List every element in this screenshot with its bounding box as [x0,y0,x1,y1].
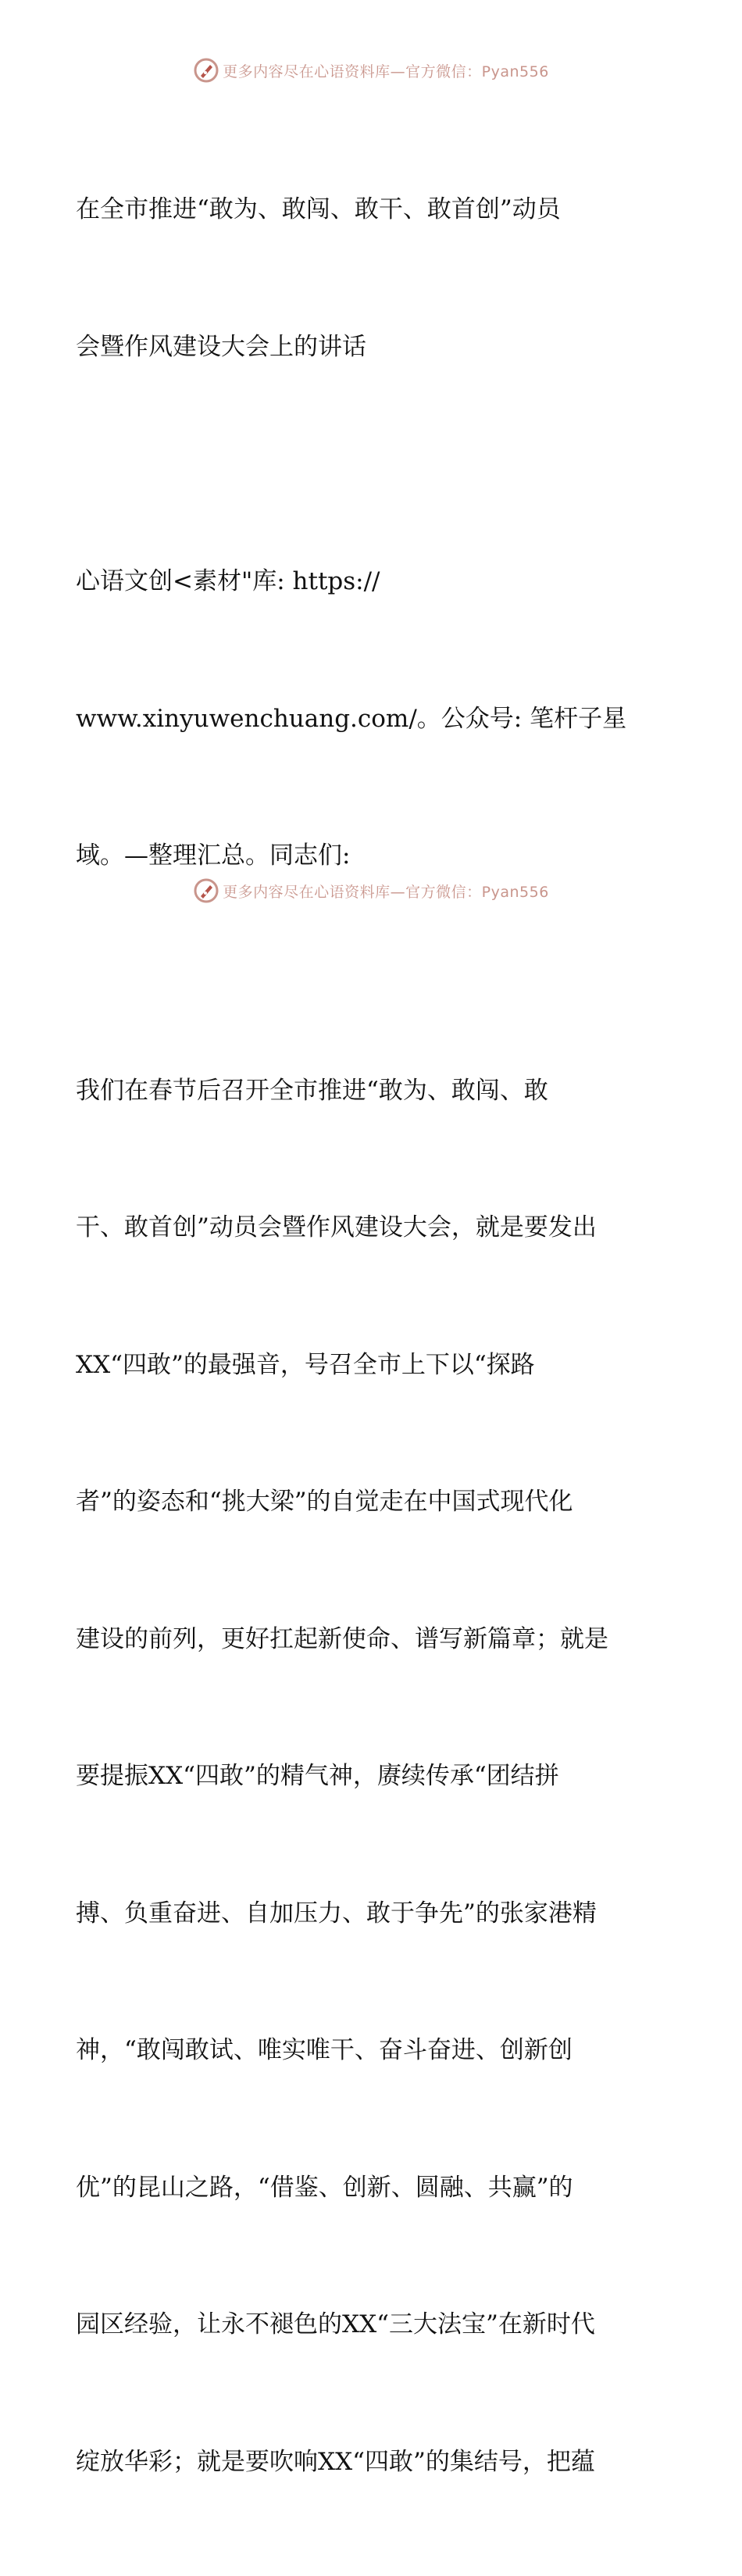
header-watermark [0,55,742,86]
body-line: XX“四敢”的最强音，号召全市上下以“探路 [76,1342,669,1388]
body-line: 园区经验，让永不褪色的XX“三大法宝”在新时代 [76,2302,669,2348]
source-line: www.xinyuwenchuang.com/。公众号: 笔杆子星 [76,696,669,742]
body-paragraph [76,977,669,2576]
title-line: 在全市推进“敢为、敢闯、敢干、敢首创”动员 [76,187,669,233]
body-line: 绽放华彩；就是要吹响XX“四敢”的集结号，把蕴 [76,2439,669,2485]
body-line: 优”的昆山之路，“借鉴、创新、圆融、共赢”的 [76,2165,669,2211]
footer-watermark [0,875,742,906]
body-line: 干、敢首创”动员会暨作风建设大会，就是要发出 [76,1205,669,1251]
document-body [76,95,669,2576]
body-line: 建设的前列，更好扛起新使命、谱写新篇章；就是 [76,1617,669,1663]
source-line: 心语文创<素材"库: https:// [76,559,669,605]
watermark-text: 更多内容尽在心语资料库—官方微信：Pyan556 [223,881,549,902]
body-line: 神，“敢闯敢试、唯实唯干、奋斗奋进、创新创 [76,2028,669,2074]
document-title [76,95,669,461]
pen-nib-circle-icon [193,57,219,84]
body-line: 搏、负重奋进、自加压力、敢于争先”的张家港精 [76,1891,669,1937]
title-line: 会暨作风建设大会上的讲话 [76,324,669,370]
body-line: 我们在春节后召开全市推进“敢为、敢闯、敢 [76,1068,669,1114]
body-line: 者”的姿态和“挑大梁”的自觉走在中国式现代化 [76,1479,669,1525]
source-line: 域。—整理汇总。同志们: [76,833,669,879]
pen-nib-circle-icon [193,877,219,904]
body-line: 要提振XX“四敢”的精气神，赓续传承“团结拼 [76,1753,669,1799]
watermark-text: 更多内容尽在心语资料库—官方微信：Pyan556 [223,60,549,81]
